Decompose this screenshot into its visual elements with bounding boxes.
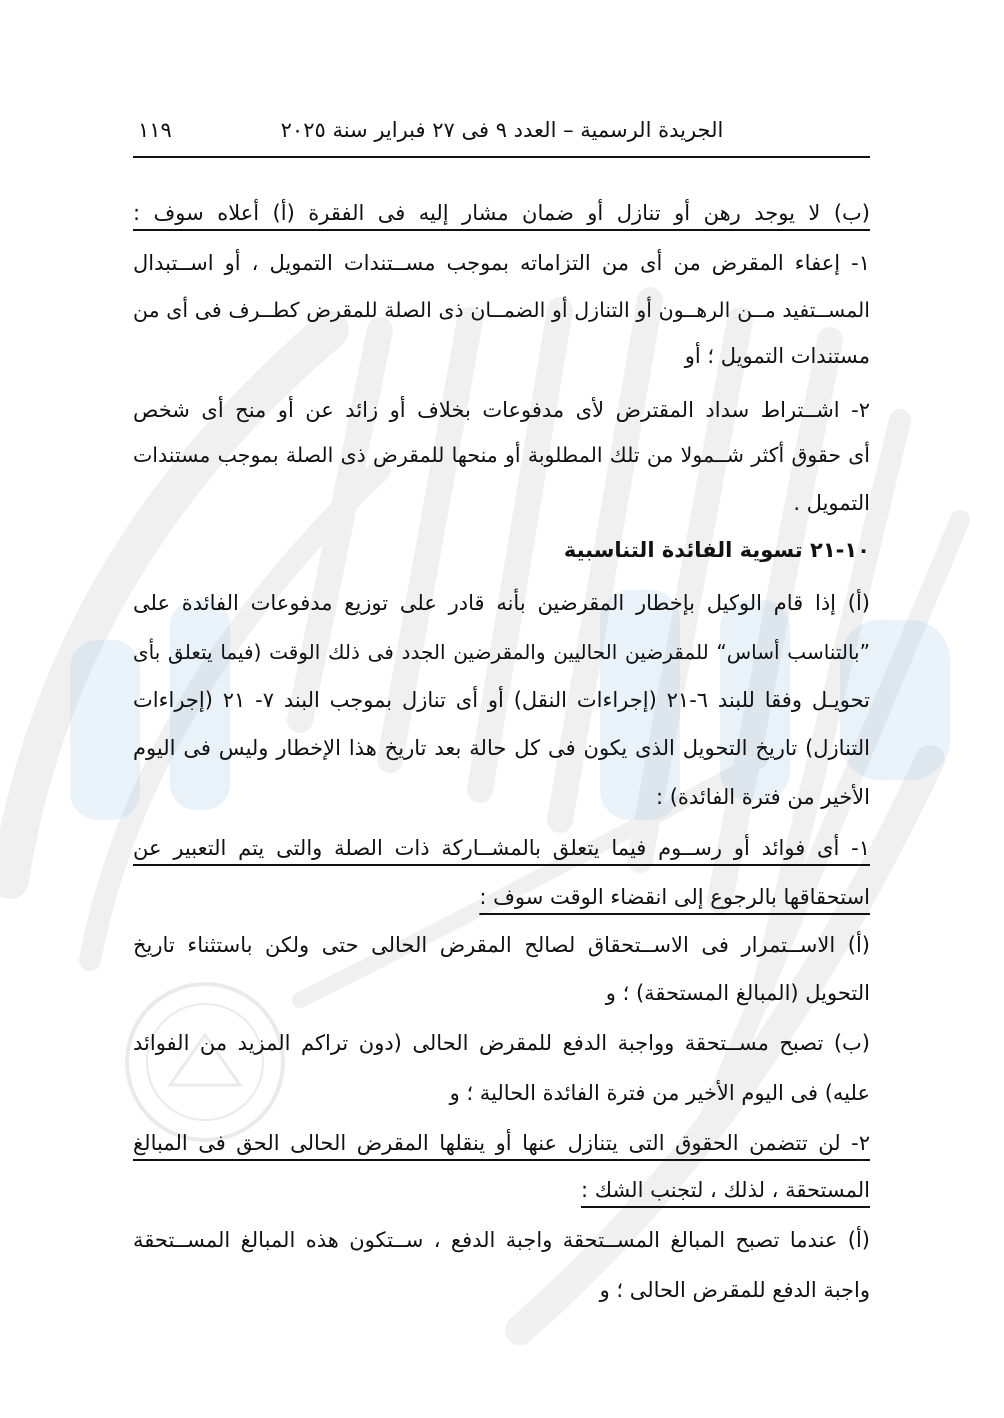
header-divider [133, 156, 870, 158]
paragraph-line: عليه) فى اليوم الأخير من فترة الفائدة الحالية ؛ و [449, 1081, 870, 1105]
paragraph-line: ”بالتناسب أساس“ للمقرضين الحاليين والمقرضين الجدد فى ذلك الوقت (فيما يتعلق بأى [133, 640, 870, 664]
paragraph-line: التحويل (المبالغ المستحقة) ؛ و [605, 981, 870, 1005]
paragraph-line: الأخير من فترة الفائدة) : [655, 785, 870, 809]
paragraph-line: مستندات التمويل ؛ أو [684, 344, 870, 368]
paragraph-line: المستحقة ، لذلك ، لتجنب الشك : [581, 1178, 870, 1202]
gazette-title: الجريدة الرسمية – العدد ٩ فى ٢٧ فبراير سنة ٢٠٢٥ [280, 118, 724, 142]
paragraph-line: (أ) إذا قام الوكيل بإخطار المقرضين بأنه قادر على توزيع مدفوعات الفائدة على [133, 591, 870, 615]
paragraph-line: أى حقوق أكثر شــمولا من تلك المطلوبة أو منحها للمقرض ذى الصلة بموجب مستندات [133, 443, 870, 467]
section-heading: ١٠-٢١ تسوية الفائدة التناسبية [563, 538, 870, 562]
paragraph-line: استحقاقها بالرجوع إلى انقضاء الوقت سوف : [479, 885, 870, 909]
paragraph-line: ٢- اشــتراط سداد المقترض لأى مدفوعات بخلاف أو زائد عن أو منح أى شخص [133, 398, 870, 422]
paragraph-line: التمويل . [793, 491, 870, 515]
paragraph-line: ١- أى فوائد أو رســوم فيما يتعلق بالمشــاركة ذات الصلة والتى يتم التعبير عن [133, 836, 870, 860]
paragraph-line: (أ) عندما تصبح المبالغ المســتحقة واجبة الدفع ، ســتكون هذه المبالغ المســتحقة [133, 1228, 870, 1252]
paragraph-line: (أ) الاســتمرار فى الاســتحقاق لصالح المقرض الحالى حتى ولكن باستثناء تاريخ [133, 933, 870, 957]
page-number: ١١٩ [138, 118, 172, 142]
paragraph-line: (ب) تصبح مســتحقة وواجبة الدفع للمقرض الحالى (دون تراكم المزيد من الفوائد [133, 1031, 870, 1055]
paragraph-line: التنازل) تاريخ التحويل الذى يكون فى كل حالة بعد تاريخ هذا الإخطار وليس فى اليوم [133, 736, 870, 760]
paragraph-line: ١- إعفاء المقرض من أى من التزاماته بموجب مســتندات التمويل ، أو اســتبدال [133, 251, 870, 275]
paragraph-line: تحويـل وفقا للبند ٦-٢١ (إجراءات النقل) أو أى تنازل بموجب البند ٧- ٢١ (إجراءات [133, 688, 870, 712]
paragraph-line: (ب) لا يوجد رهن أو تنازل أو ضمان مشار إليه فى الفقرة (أ) أعلاه سوف : [133, 201, 870, 225]
paragraph-line: ٢- لن تتضمن الحقوق التى يتنازل عنها أو ينقلها المقرض الحالى الحق فى المبالغ [133, 1131, 870, 1155]
paragraph-line: المســتفيد مــن الرهــون أو التنازل أو الضمــان ذى الصلة للمقرض كطــرف فى أى من [133, 298, 870, 322]
paragraph-line: واجبة الدفع للمقرض الحالى ؛ و [599, 1278, 870, 1302]
